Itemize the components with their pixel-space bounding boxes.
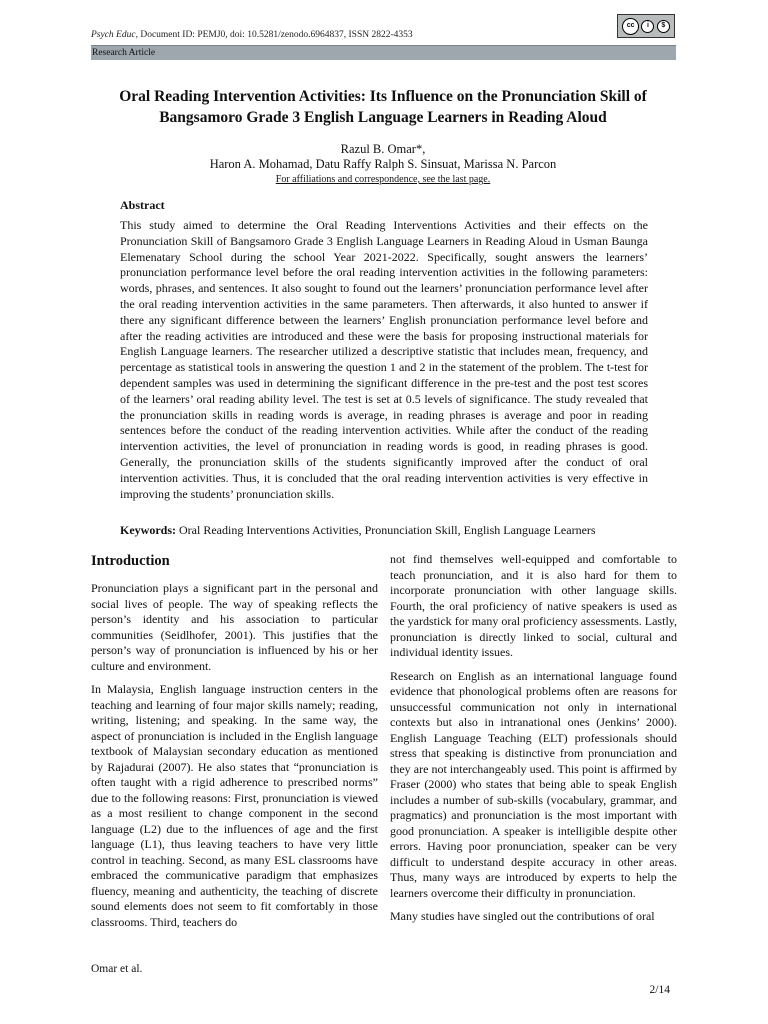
left-column	[91, 552, 378, 938]
cc-license-badge[interactable]	[617, 14, 675, 38]
abstract-heading: Abstract	[120, 198, 165, 212]
keywords-list: Oral Reading Interventions Activities, Pronunciation Skill, English Language Learners	[176, 523, 596, 537]
page-number: 2/14	[649, 984, 670, 996]
intro-paragraph: Many studies have singled out the contributions of oral	[390, 909, 655, 923]
journal-header	[91, 30, 413, 40]
cc-icon: cc	[622, 18, 639, 35]
main-author: Razul B. Omar*,	[340, 142, 426, 156]
paper-title: Oral Reading Intervention Activities: Its Influence on the Pronunciation Skill of Bangsamoro Grade 3 English Language Learners in Reading Aloud	[119, 88, 647, 126]
right-column	[390, 552, 677, 933]
noncommercial-icon: $	[657, 20, 670, 33]
intro-paragraph: In Malaysia, English language instruction centers in the teaching and learning of four major skills namely; reading, writing, listening; and speaking. In the same way, the aspect of pronunciation is included in the English language textbook of Malaysian secondary education as mentioned by Rajadurai (2007). He also states that “pronunciation is often taught with a rigid adherence to prescribed norms” due to the following reasons: First, pronunciation is viewed as a most resilient to change component in the second language (L2) due to the influences of age and the first language (L1), thus leaving teachers to have very little control in teaching. Second, as many ESL classrooms have embraced the communicative paradigm that emphasizes fluency, meaning and authenticity, the teaching of discrete sound elements does not seem to fit comfortably in those classrooms. Third, teachers do	[91, 682, 378, 929]
document-details: , Document ID: PEMJ0, doi: 10.5281/zenodo.6964837, ISSN 2822-4353	[135, 30, 413, 40]
co-authors: Haron A. Mohamad, Datu Raffy Ralph S. Sinsuat, Marissa N. Parcon	[209, 157, 557, 171]
intro-paragraph: not find themselves well-equipped and comfortable to teach pronunciation, and it is also hard for them to incorporate pronunciation with other language skills. Fourth, the oral proficiency of native speakers is used as the yardstick for many oral proficiency assessments. Lastly, pronunciation is directly linked to social, cultural and individual identity issues.	[390, 552, 677, 659]
intro-paragraph: Pronunciation plays a significant part in the personal and social lives of people. The way of speaking reflects the person’s identity and his association to particular communities (Seidlhofer, 2001). This justifies that the person’s way of pronunciation is influenced by his or her culture and environment.	[91, 581, 378, 673]
keywords	[120, 523, 648, 538]
section-label-bar: Research Article	[91, 45, 676, 60]
by-attribution-icon: i	[641, 20, 654, 33]
introduction-heading: Introduction	[91, 553, 170, 569]
author-block	[91, 142, 675, 187]
footer-authors: Omar et al.	[91, 963, 143, 975]
intro-paragraph: Research on English as an international language found evidence that phonological problems often are reasons for unsuccessful communication not only in international contexts but also in intranational ones (Jenkins’ 2000). English Language Teaching (ELT) professionals should stress that speaking is distinctive from pronunciation and they are not interchangeably used. This point is affirmed by Fraser (2000) who states that being able to speak English includes a number of sub-skills (vocabulary, grammar, and pragmatics) and pronunciation is the most important with good pronunciation. A speaker is intelligible despite other errors. Having poor pronunciation, speaker can be very difficult to understand despite accuracy in other areas. Thus, many ways are introduced by experts to help the learners overcome their difficulty in pronunciation.	[390, 668, 677, 900]
journal-name: Psych Educ	[91, 30, 136, 40]
affiliation-link[interactable]: For affiliations and correspondence, see the last page.	[275, 174, 491, 185]
keywords-label: Keywords:	[120, 523, 176, 537]
abstract-text: This study aimed to determine the Oral Reading Interventions Activities and their effects on the Pronunciation Skill of Bangsamoro Grade 3 English Language Learners in Reading Aloud in Usman Baunga Elemenatary School during the school Year 2021-2022. Specifically, sought answers the learners’ pronunciation performance level before the oral reading intervention activities in the following parameters: words, phrases, and sentences. It also sought to found out the learners’ pronunciation performance level after the oral reading intervention activities in the same parameters. Then afterwards, it also hunted to answer if there any significant difference between the learners’ English pronunciation performance level before and after the reading activities are introduced and these were the basis for proposing instructional materials for English Language learners. The researcher utilized a descriptive statistic that includes mean, frequency, and percentage as statistical tools in answering the question 1 and 2 in the statement of the problem. The t-test for dependent samples was used in determining the significant difference in the pre-test and the post test scores of the learners’ oral reading ability level. The test is set at 0.5 levels of significance. The study revealed that the pronunciation skills in reading words is average, in reading phrases is average and poor in reading sentences before the conduct of the reading intervention activities. While after the conduct of the reading intervention activities, the level of pronunciation in reading words is good, in reading phrases is good. Generally, the pronunciation skills of the students significantly improved after the conduct of oral intervention activities. Thus, it is concluded that the oral reading intervention activities is very effective in improving the students’ pronunciation skills.	[120, 218, 648, 501]
